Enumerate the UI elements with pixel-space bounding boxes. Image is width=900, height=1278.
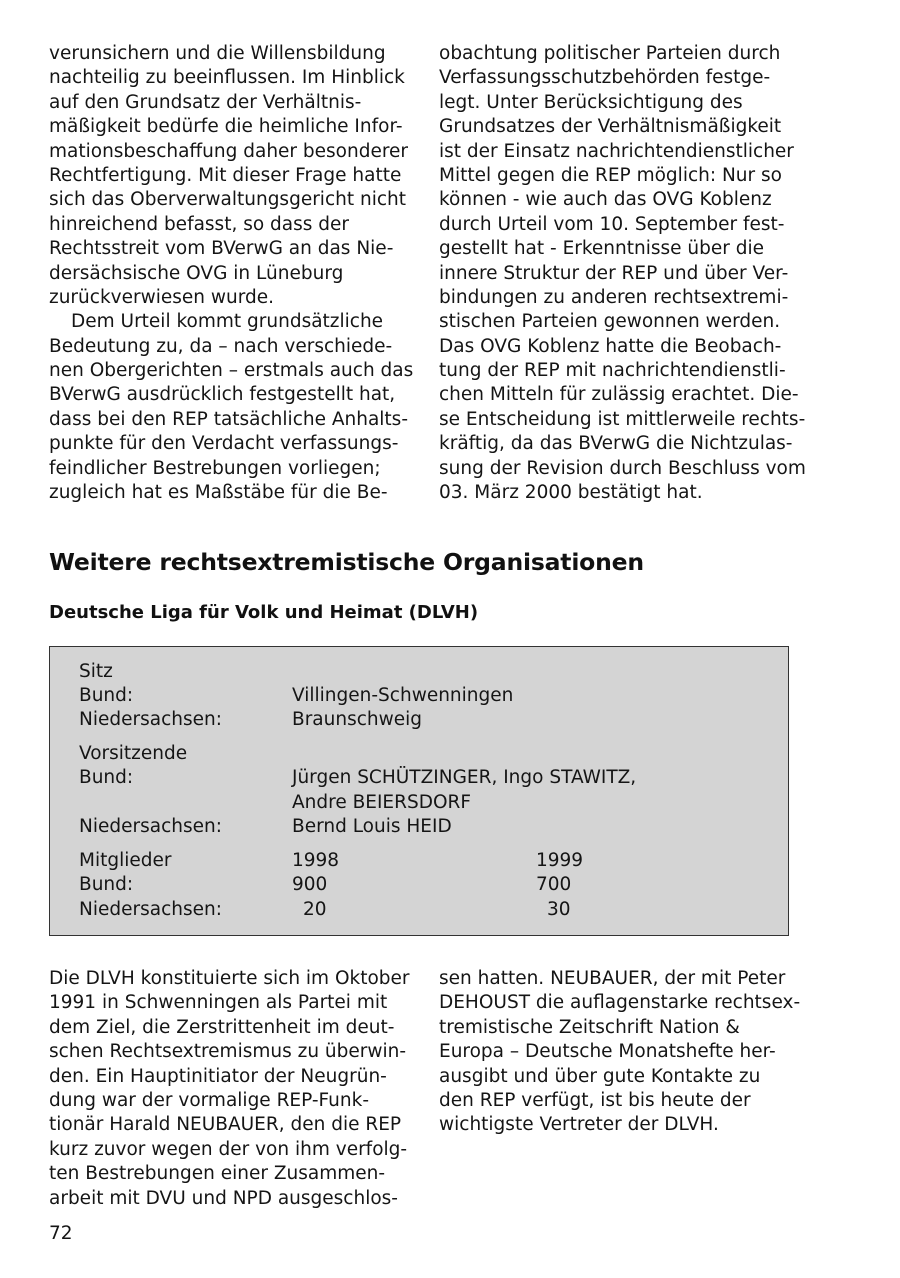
vors-bund-value-2: Andre BEIERSDORF — [292, 792, 472, 813]
text-line: punkte für den Verdacht verfassungs- — [49, 433, 399, 455]
text-line: tung der REP mit nachrichtendienstli- — [439, 360, 786, 382]
vors-nds-label: Niedersachsen: — [79, 816, 222, 837]
text-line: ausgibt und über gute Kontakte zu — [439, 1065, 761, 1087]
text-line: tionär Harald NEUBAUER, den die REP — [49, 1114, 402, 1136]
sub-heading: Deutsche Liga für Volk und Heimat (DLVH) — [49, 602, 479, 623]
mit-bund-1999: 700 — [536, 874, 572, 895]
text-line: den REP verfügt, ist bis heute der — [439, 1089, 751, 1111]
text-line: Mittel gegen die REP möglich: Nur so — [439, 164, 782, 186]
text-line: sich das Oberverwaltungsgericht nicht — [49, 189, 406, 211]
text-line: arbeit mit DVU und NPD ausgeschlos- — [49, 1187, 398, 1209]
text-line: Die DLVH konstituierte sich im Oktober — [49, 968, 410, 989]
text-line: DEHOUST die auflagenstarke rechtsex- — [439, 992, 801, 1014]
text-line: feindlicher Bestrebungen vorliegen; — [49, 457, 381, 479]
text-line: legt. Unter Berücksichtigung des — [439, 91, 743, 113]
year-1998: 1998 — [292, 850, 340, 871]
organization-info-box — [49, 646, 789, 936]
sitz-nds-label: Niedersachsen: — [79, 709, 222, 730]
text-line: kurz zuvor wegen der von ihm verfolg- — [49, 1138, 408, 1160]
text-line: Das OVG Koblenz hatte die Beobach- — [439, 335, 782, 357]
text-line: 1991 in Schwenningen als Partei mit — [49, 992, 388, 1014]
mit-bund-label: Bund: — [79, 874, 134, 895]
text-line: dung war der vormalige REP-Funk- — [49, 1089, 370, 1111]
sitz-nds-value: Braunschweig — [292, 709, 423, 730]
text-line: verunsichern und die Willensbildung — [49, 43, 386, 64]
section-heading: Weitere rechtsextremistische Organisationen — [49, 548, 644, 576]
text-line: hinreichend befasst, so dass der — [49, 213, 350, 235]
text-line: chen Mitteln für zulässig erachtet. Die- — [439, 384, 799, 406]
text-line: Rechtfertigung. Mit dieser Frage hatte — [49, 164, 402, 186]
vorsitzende-label: Vorsitzende — [79, 743, 188, 764]
text-line: Grundsatzes der Verhältnismäßigkeit — [439, 116, 782, 138]
text-line: ist der Einsatz nachrichtendienstlicher — [439, 140, 794, 162]
mit-nds-label: Niedersachsen: — [79, 899, 222, 920]
text-column-bottom-right — [439, 967, 799, 1138]
text-line: zugleich hat es Maßstäbe für die Be- — [49, 482, 388, 504]
text-line: können - wie auch das OVG Koblenz — [439, 189, 772, 211]
vors-nds-value: Bernd Louis HEID — [292, 816, 452, 837]
text-line: dass bei den REP tatsächliche Anhalts- — [49, 408, 408, 430]
text-line: se Entscheidung ist mittlerweile rechts- — [439, 408, 806, 430]
mit-bund-1998: 900 — [292, 874, 328, 895]
text-column-top-left — [49, 42, 419, 505]
text-line: Bedeutung zu, da – nach verschiede- — [49, 335, 393, 357]
text-line: BVerwG ausdrücklich festgestellt hat, — [49, 384, 396, 406]
mit-nds-1999: 30 — [547, 899, 571, 920]
text-line: den. Ein Hauptinitiator der Neugrün- — [49, 1065, 387, 1087]
text-line: gestellt hat - Erkenntnisse über die — [439, 238, 765, 260]
text-line: sen hatten. NEUBAUER, der mit Peter — [439, 968, 786, 989]
page-number: 72 — [49, 1223, 73, 1244]
text-line: 03. März 2000 bestätigt hat. — [439, 482, 703, 504]
text-line: mationsbeschaffung daher besonderer — [49, 140, 409, 162]
text-line: mäßigkeit bedürfe die heimliche Infor- — [49, 116, 403, 138]
text-line: nachteilig zu beeinflussen. Im Hinblick — [49, 67, 405, 89]
text-line: ten Bestrebungen einer Zusammen- — [49, 1163, 386, 1185]
text-line: stischen Parteien gewonnen werden. — [439, 311, 781, 333]
text-line: kräftig, da das BVerwG die Nichtzulas- — [439, 433, 793, 455]
sitz-bund-value: Villingen-Schwenningen — [292, 685, 514, 706]
mitglieder-label: Mitglieder — [79, 850, 172, 871]
text-line: nen Obergerichten – erstmals auch das — [49, 360, 414, 382]
year-1999: 1999 — [536, 850, 584, 871]
text-line: innere Struktur der REP und über Ver- — [439, 262, 789, 284]
text-line: durch Urteil vom 10. September fest- — [439, 213, 785, 235]
mit-nds-1998: 20 — [303, 899, 327, 920]
text-line: zurückverwiesen wurde. — [49, 286, 275, 308]
vors-bund-label: Bund: — [79, 767, 134, 788]
text-line: tremistische Zeitschrift Nation & — [439, 1016, 740, 1038]
sitz-label: Sitz — [79, 661, 113, 682]
vors-bund-value-1: Jürgen SCHÜTZINGER, Ingo STAWITZ, — [292, 767, 637, 788]
text-line: Rechtsstreit vom BVerwG an das Nie- — [49, 238, 394, 260]
text-column-bottom-left — [49, 967, 419, 1211]
text-line: Europa – Deutsche Monatshefte her- — [439, 1041, 776, 1063]
text-line: schen Rechtsextremismus zu überwin- — [49, 1041, 407, 1063]
text-line: Verfassungsschutzbehörden festge- — [439, 67, 771, 89]
text-line: auf den Grundsatz der Verhältnis- — [49, 91, 362, 113]
text-line: wichtigste Vertreter der DLVH. — [439, 1114, 719, 1136]
text-line: Dem Urteil kommt grundsätzliche — [71, 311, 384, 333]
text-line: dem Ziel, die Zerstrittenheit im deut- — [49, 1016, 395, 1038]
text-line: bindungen zu anderen rechtsextremi- — [439, 286, 789, 308]
text-line: sung der Revision durch Beschluss vom — [439, 457, 806, 479]
text-line: obachtung politischer Parteien durch — [439, 43, 781, 64]
text-line: dersächsische OVG in Lüneburg — [49, 262, 344, 284]
text-column-top-right — [439, 42, 806, 505]
sitz-bund-label: Bund: — [79, 685, 134, 706]
